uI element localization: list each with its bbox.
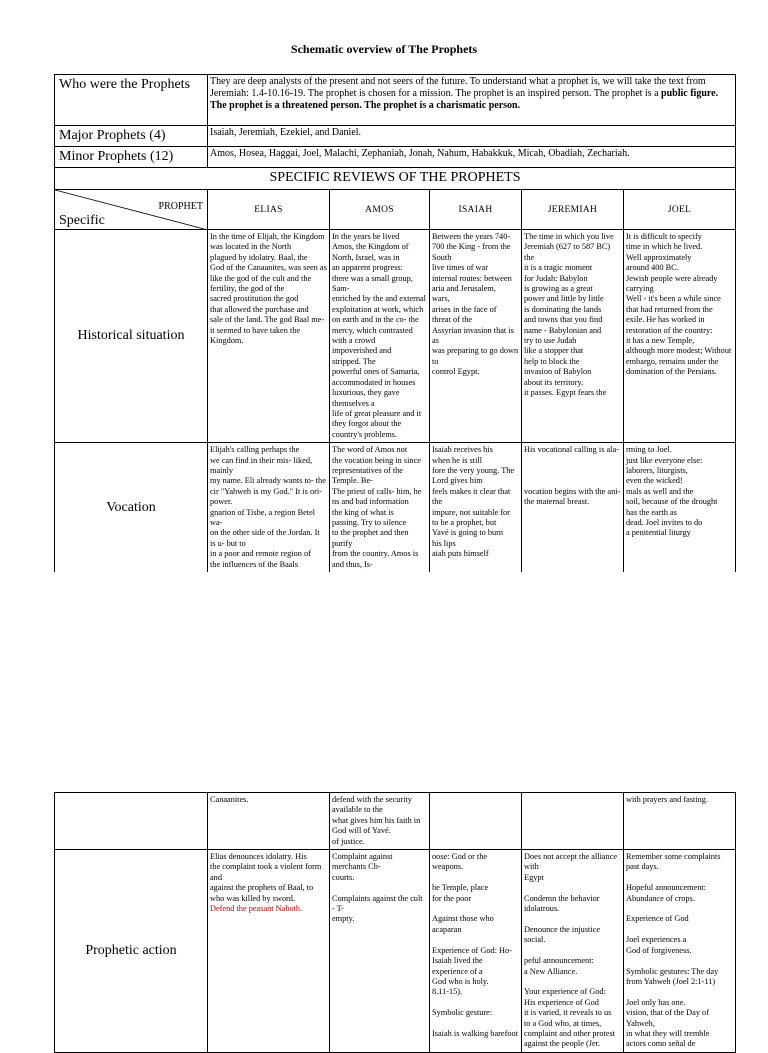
- minor-list: Amos, Hosea, Haggai, Joel, Malachi, Zephaniah, Jonah, Nahum, Habakkuk, Micah, Obadiah, Zechariah.: [208, 147, 736, 168]
- col-elias: ELIAS: [208, 190, 330, 230]
- vocation-joel: rming to Joel. just like everyone else: laborers, liturgists, even the wicked! mals as well and the soil, because of the drought has the earth as dead. Joel invites to do a penitential liturgy: [624, 443, 736, 572]
- continued-amos: defend with the security available to the what gives him his faith in God will of Yavé. of justice.: [330, 793, 430, 850]
- prophetic-isaiah: oose: God or the weapons. he Temple, place for the poor Against those who acaparan Experience of God: Ho- Isaiah lived the experience of a God who is holy. 8.11-15). Symbolic gesture: Isaiah is walking barefoot: [430, 850, 522, 1053]
- page-title: Schematic overview of The Prophets: [290, 42, 478, 56]
- naboth-note: Defend the peasant Naboth.: [210, 904, 303, 914]
- prophet-header: PROPHET: [158, 201, 203, 212]
- historical-amos: In the years he lived Amos, the Kingdom of North, Israel, was in an apparent progress: there was a small group, Sam- enriched by the and external exploitation at work, which on earth and in the co- the mercy, which contrasted with a crowd impoverished and stripped. The powerful ones of Samaria, accommodated in houses luxurious, they gave themselves a life of great pleasure and it they forgot about the country's problems.: [330, 230, 430, 443]
- prophetic-joel: Remember some complaints past days. Hopeful announcement: Abundance of crops. Experience of God Joel experiences a God of forgiveness. Symbolic gestures: The day from Yahweh (Joel 2:1-11) Joel only has one. vision, that of the Day of Yahweh, in what they will tremble actors como señal de: [624, 850, 736, 1053]
- vocation-isaiah: Isaiah receives his when he is still fore the very young. The Lord gives him feels makes it clear that the impure, not suitable for to be a prophet, but Yavé is going to burn his lips aiah puts himself: [430, 443, 522, 572]
- historical-isaiah: Between the years 740- 700 the King - from the South live times of war internal routes: between aria and Jerusalem, wars, arises in the face of threat of the Assyrian invasion that is as was preparing to go down to control Egypt.: [430, 230, 522, 443]
- continued-isaiah: [430, 793, 522, 850]
- prophetic-amos: Complaint against merchants Ch- courts. Complaints against the cult - T- empty.: [330, 850, 430, 1053]
- historical-elias: In the time of Elijah, the Kingdom was located in the North plagued by idolatry. Baal, the God of the Canaanites, was seen as like the god of the cult and the fertility, the god of the sacred prostitution the god that allowed the purchase and sale of the land. The god Baal me- it seemed to have taken the Kingdom.: [208, 230, 330, 443]
- vocation-elias: Elijah's calling perhaps the we can find in their mis- liked, mainly my name. Eli already wants to- the cir "Yahweh is my God." It is ori- power. gnarion of Tisbe, a region Betel wa- on the other side of the Jordan. It is u- but to in a poor and remote region of the influences of the Baals: [208, 443, 330, 572]
- major-label: Major Prophets (4): [55, 126, 208, 147]
- historical-jeremiah: The time in which you live Jeremiah (627 to 587 BC) the it is a tragic moment for Judah: Babylon is growing as a great power and little by little is dominating the lands and towns that you find name - Babylonian and try to use Judah like a stopper that help to block the invasion of Babylon about its territory. it passes. Egypt fears the: [522, 230, 624, 443]
- specific-header: Specific: [59, 213, 105, 228]
- minor-label: Minor Prophets (12): [55, 147, 208, 168]
- continued-joel: with prayers and fasting.: [624, 793, 736, 850]
- continued-label-cell: [55, 793, 208, 850]
- prophets-table: [54, 74, 736, 572]
- prophetic-elias: Elias denounces idolatry. His the complaint took a violent form and against the prophets of Baal, to who was killed by sword. Defend the peasant Naboth.: [208, 850, 330, 1053]
- continued-jeremiah: [522, 793, 624, 850]
- row-label-historical: Historical situation: [55, 230, 208, 443]
- continued-elias: Canaanites.: [208, 793, 330, 850]
- vocation-jeremiah: His vocational calling is ala- vocation begins with the ani- the maternal breast.: [522, 443, 624, 572]
- historical-joel: It is difficult to specify time in which he lived. Well approximately around 400 BC. Jewish people were already carrying Well - it's been a while since that had returned from the exile. He has worked in restoration of the country: it has a new Temple, although more modest; Without embargo, remains under the domination of the Persians.: [624, 230, 736, 443]
- vocation-amos: The word of Amos not the vocation being in since representatives of the Temple. Be- The priest of calls- him, he ns and bad information the king of what is passing. Try to silence to the prophet and then purify from the country. Amos is and thus, Is-: [330, 443, 430, 572]
- who-label: Who were the Prophets: [55, 75, 208, 126]
- prophets-table-continued: [54, 792, 736, 1053]
- specific-reviews-heading: SPECIFIC REVIEWS OF THE PROPHETS: [55, 168, 736, 190]
- col-jeremiah: JEREMIAH: [522, 190, 624, 230]
- who-definition: They are deep analysts of the present and not seers of the future. To understand what a prophet is, we will take the text from Jeremiah: 1.4-10.16-19. The prophet is chosen for a mission. The prophet is an inspired person. The prophet is a public figure. The prophet is a threatened person. The prophet is a charismatic person.: [208, 75, 736, 126]
- header-diagonal-cell: [55, 190, 208, 230]
- row-label-prophetic: Prophetic action: [55, 850, 208, 1053]
- row-label-vocation: Vocation: [55, 443, 208, 572]
- col-isaiah: ISAIAH: [430, 190, 522, 230]
- col-amos: AMOS: [330, 190, 430, 230]
- major-list: Isaiah, Jeremiah, Ezekiel, and Daniel.: [208, 126, 736, 147]
- col-joel: JOEL: [624, 190, 736, 230]
- prophetic-jeremiah: Does not accept the alliance with Egypt Condemn the behavior idolatrous. Denounce the injustice social. peful announcement: a New Alliance. Your experience of God: His experience of God it is varied, it reveals to us to a God who, at times, complaint and other protest against the people (Jer.: [522, 850, 624, 1053]
